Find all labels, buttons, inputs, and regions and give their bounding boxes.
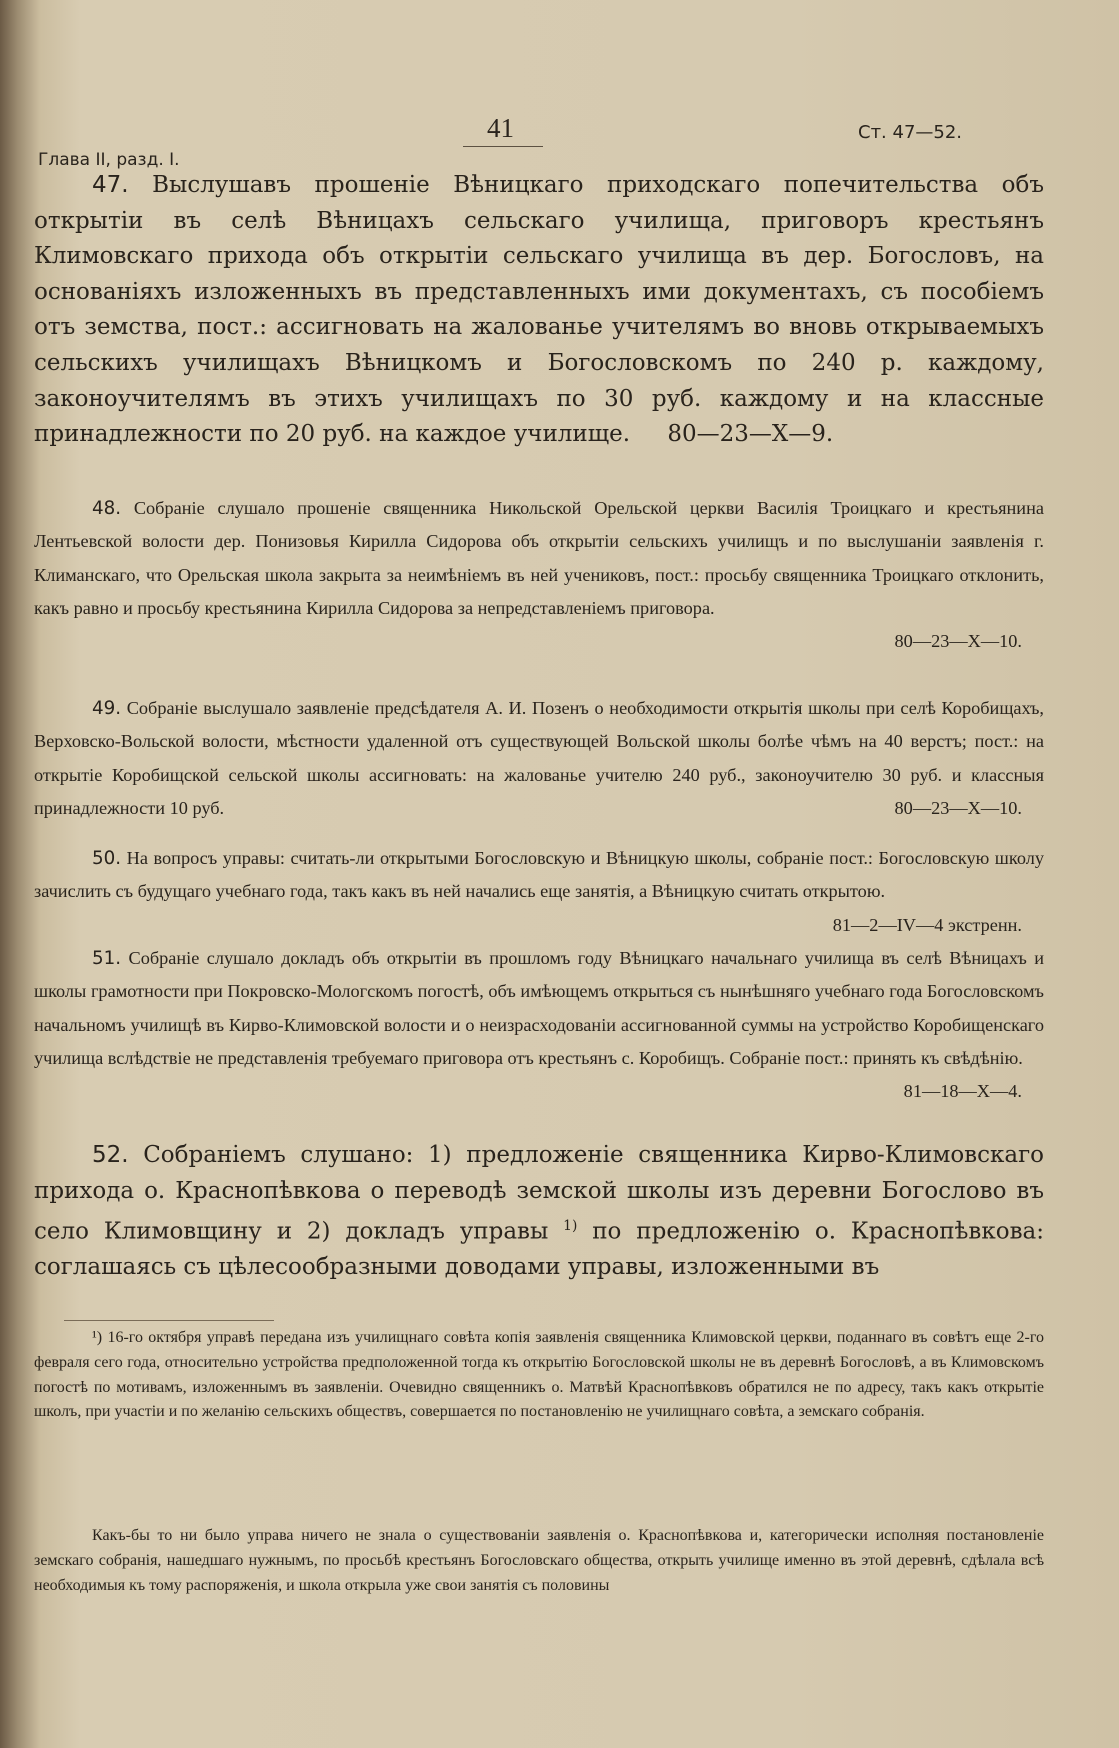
paragraph-text: Собраніе выслушало заявленіе предсѣдателя А. И. Позенъ о необходимости открытія школы при селѣ Коробищахъ, Верховско-Вольской волости, мѣстности удаленной отъ существующей Вольской школы болѣе чѣмъ на 40 верстъ; пост.: на открытіе Коробищской сельской школы ассигновать: на жалованье учителю 240 руб., законоучителю 30 руб. и классныя принадлежности 10 руб. xyxy=(34,698,1044,818)
paragraph-number: 50. xyxy=(92,848,122,869)
page-number: 41 xyxy=(487,113,514,143)
paragraph-reference: 81—2—IV—4 экстренн. xyxy=(832,914,1022,935)
page-number-rule xyxy=(463,146,543,147)
paragraph-reference: 80—23—X—10. xyxy=(894,797,1022,818)
paragraph-number: 48. xyxy=(92,498,122,519)
paragraph-reference: 80—23—X—10. xyxy=(894,631,1022,652)
paragraph-text-continued: по предложенію о. Краснопѣвкова: соглашаясь съ цѣлесообразными доводами управы, изложенными въ xyxy=(34,1218,1045,1281)
footnote-text: Какъ-бы то ни было управа ничего не знала о существованіи заявленія о. Краснопѣвкова и, категорически исполняя постановленіе земскаго собранія, нашедшаго нужнымъ, по просьбѣ крестьянъ Богословскаго общества, открыть училище именно въ этой деревнѣ, сдѣлала всѣ необходимыя къ тому распоряженія, и школа открыла уже свои занятія съ половины xyxy=(34,1527,1044,1594)
paragraph-text: На вопросъ управы: считать-ли открытыми Богословскую и Вѣницкую школы, собраніе пост.: Богословскую школу зачислить съ будущаго учебнаго года, такъ какъ въ ней начались еще занятія, а Вѣницкую считать открытою. xyxy=(34,848,1044,902)
paragraph-number: 47. xyxy=(92,172,129,198)
footnote-mark: ¹) xyxy=(92,1329,103,1346)
chapter-heading: Глава II, разд. I. xyxy=(38,150,180,170)
paragraph-text: Выслушавъ прошеніе Вѣницкаго приходскаго попечительства объ открытіи въ селѣ Вѣницахъ сельскаго училища, приговоръ крестьянъ Климовскаго прихода объ открытіи сельскаго училища въ дер. Богословъ, на основаніяхъ изложенныхъ въ представленныхъ ими документахъ, съ пособіемъ отъ земства, пост.: ассигновать на жалованье учителямъ во вновь открываемыхъ сельскихъ училищахъ Вѣницкомъ и Богословскомъ по 240 р. каждому, законоучителямъ въ этихъ училищахъ по 30 руб. каждому и на классные принадлежности по 20 руб. на каждое училище. xyxy=(34,172,1044,448)
footnote xyxy=(34,1326,1044,1425)
paragraph-number: 51. xyxy=(92,948,122,969)
paragraph-48 xyxy=(34,492,1044,658)
paragraph-text: Собраніе слушало прошеніе священника Никольской Орельской церкви Василія Троицкаго и крестьянина Лентьевской волости дер. Понизовья Кирилла Сидорова объ открытіи сельскихъ училищъ и по выслушаніи заявленія г. Климанскаго, что Орельская школа закрыта за неимѣніемъ въ ней учениковъ, пост.: просьбу священника Троицкаго отклонить, какъ равно и просьбу крестьянина Кирилла Сидорова за непредставленіемъ приговора. xyxy=(34,498,1044,618)
paragraph-text: Собраніе слушало докладъ объ открытіи въ прошломъ году Вѣницкаго начальнаго училища въ селѣ Вѣницахъ и школы грамотности при Покровско-Мологскомъ погостѣ, объ имѣющемъ открыться съ нынѣшняго учебнаго года Богословскомъ начальномъ училищѣ въ Кирво-Климовской волости и о неизрасходованіи ассигнованной суммы на устройство Коробищенскаго училища вслѣдствіе не представленія требуемаго приговора отъ крестьянъ с. Коробищъ. Собраніе пост.: принять къ свѣдѣнію. xyxy=(34,948,1044,1068)
paragraph-number: 52. xyxy=(92,1142,129,1168)
paragraph-text: Собраніемъ слушано: 1) предложеніе священника Кирво-Климовскаго прихода о. Краснопѣвкова о переводѣ земской школы изъ деревни Богослово въ село Климовщину и 2) докладъ управы xyxy=(34,1142,1044,1245)
article-range: Ст. 47—52. xyxy=(858,122,963,143)
paragraph-number: 49. xyxy=(92,698,122,719)
footnote-mark: 1) xyxy=(563,1218,578,1235)
footnote-continuation xyxy=(34,1524,1044,1598)
paragraph-50 xyxy=(34,842,1044,942)
paragraph-51 xyxy=(34,942,1044,1108)
paragraph-47 xyxy=(34,168,1044,453)
paragraph-49 xyxy=(34,692,1044,825)
paragraph-52 xyxy=(34,1138,1044,1286)
footnote-text: 16-го октября управѣ передана изъ училищнаго совѣта копія заявленія священника Климовской церкви, поданнаго въ совѣтъ еще 2-го февраля сего года, относительно устройства предположенной тогда къ открытію Богословской школы не въ деревнѣ Богословѣ, а въ Климовскомъ погостѣ по мотивамъ, изложеннымъ въ заявленіи. Очевидно священникъ о. Матвѣй Краснопѣвковъ обратился не по адресу, такъ какъ открытіе школъ, при участіи и по желанію сельскихъ обществъ, совершается по постановленію не училищнаго совѣта, а земскаго собранія. xyxy=(34,1329,1045,1421)
footnote-rule xyxy=(64,1320,274,1321)
paragraph-reference: 81—18—X—4. xyxy=(903,1081,1022,1102)
paragraph-reference: 80—23—X—9. xyxy=(667,421,834,448)
